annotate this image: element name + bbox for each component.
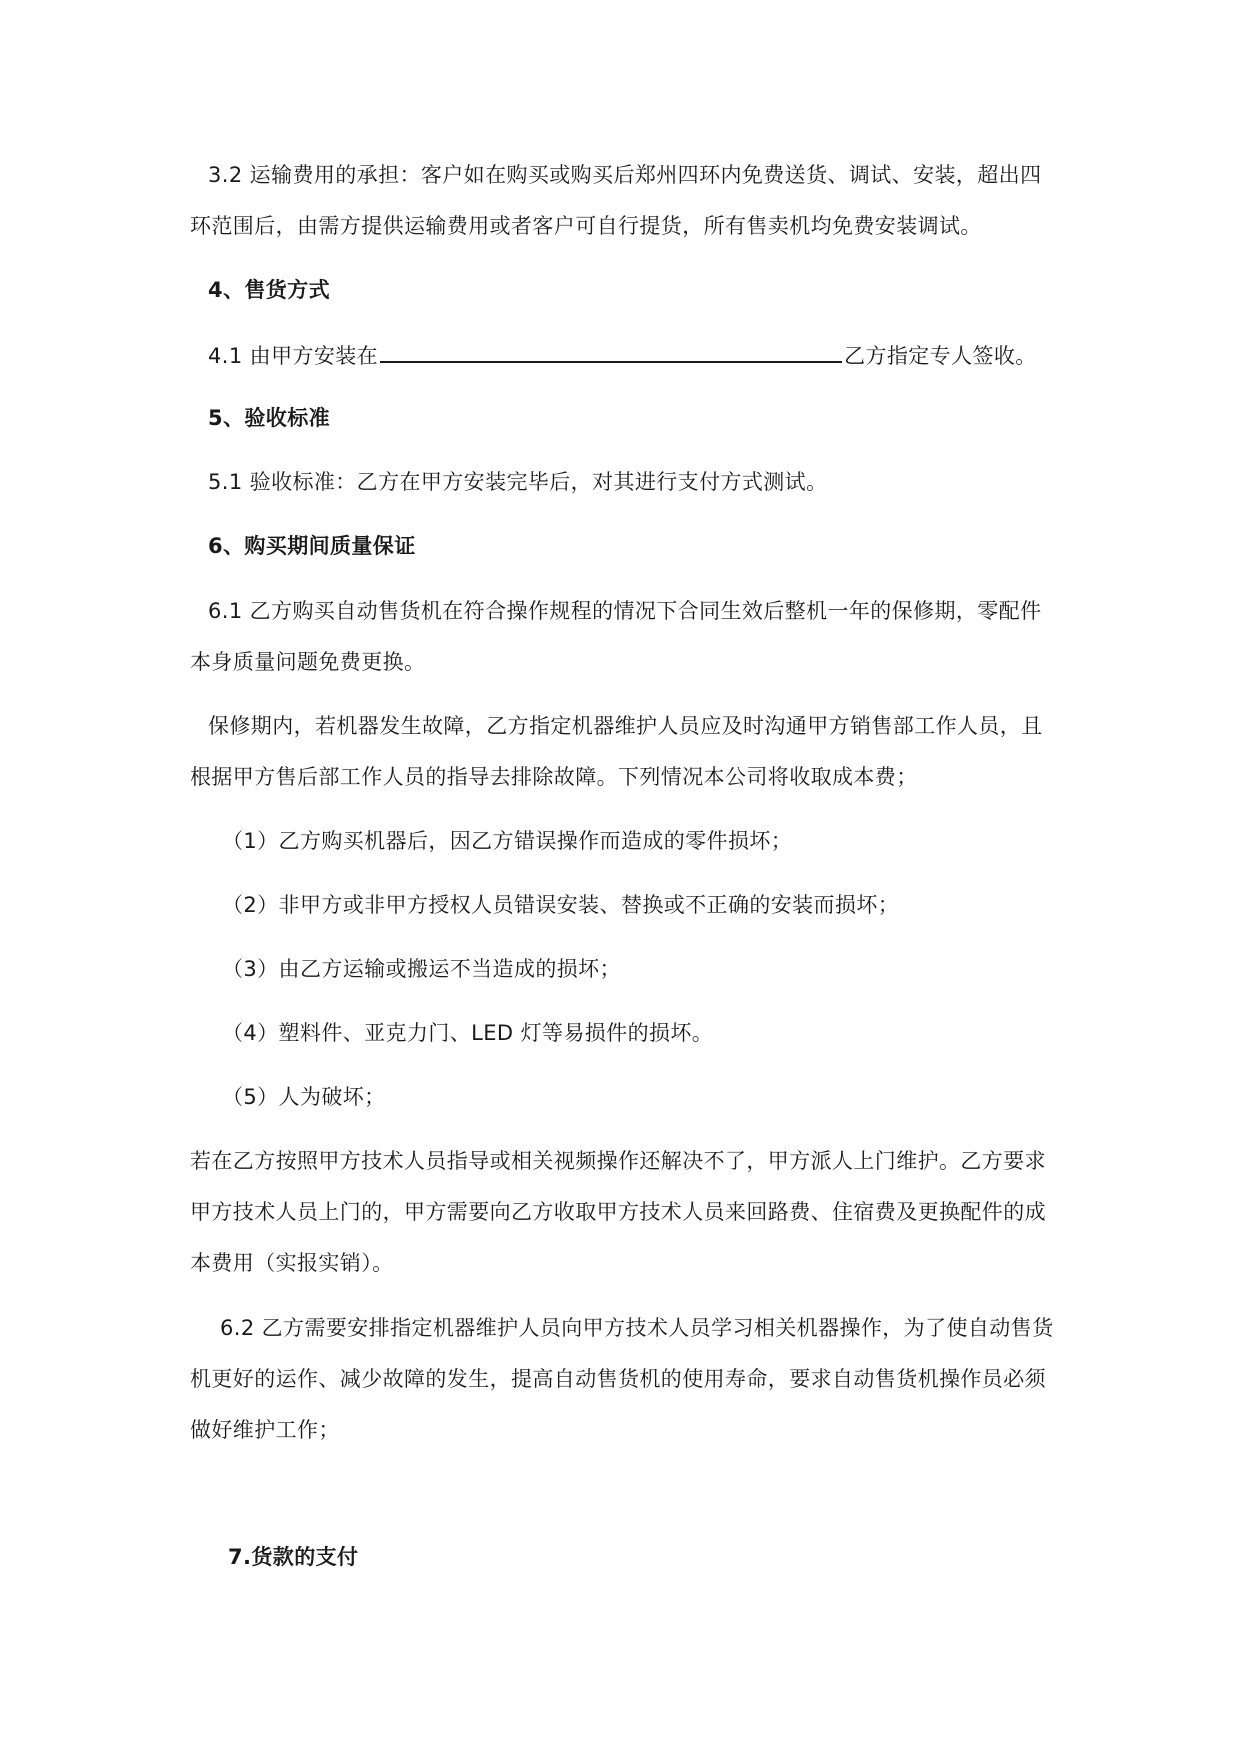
heading-6: 6、购买期间质量保证 — [208, 534, 416, 558]
section-6-1-line-2: 本身质量问题免费更换。 — [190, 650, 426, 674]
warranty-paragraph-line-1: 保修期内，若机器发生故障，乙方指定机器维护人员应及时沟通甲方销售部工作人员，且 — [208, 714, 1043, 738]
section-6-2-line-3: 做好维护工作； — [190, 1418, 340, 1442]
fill-in-blank-underline[interactable] — [380, 339, 842, 363]
onsite-service-line-2: 甲方技术人员上门的，甲方需要向乙方收取甲方技术人员来回路费、住宿费及更换配件的成 — [190, 1200, 1046, 1224]
list-item: （1）乙方购买机器后，因乙方错误操作而造成的零件损坏； — [222, 829, 793, 853]
section-6-1-line-1: 6.1 乙方购买自动售货机在符合操作规程的情况下合同生效后整机一年的保修期，零配件 — [208, 599, 1042, 623]
section-3-2-line-1: 3.2 运输费用的承担：客户如在购买或购买后郑州四环内免费送货、调试、安装，超出四 — [208, 163, 1042, 187]
list-item: （2）非甲方或非甲方授权人员错误安装、替换或不正确的安装而损坏； — [222, 893, 900, 917]
section-6-2-line-1: 6.2 乙方需要安排指定机器维护人员向甲方技术人员学习相关机器操作，为了使自动售货 — [220, 1316, 1054, 1340]
section-6-2-line-2: 机更好的运作、减少故障的发生，提高自动售货机的使用寿命，要求自动售货机操作员必须 — [190, 1367, 1046, 1391]
list-item: （5）人为破坏； — [222, 1085, 386, 1109]
section-4-1 — [208, 339, 1037, 371]
section-5-1: 5.1 验收标准：乙方在甲方安装完毕后，对其进行支付方式测试。 — [208, 470, 828, 494]
section-4-1-prefix: 4.1 由甲方安装在 — [208, 344, 379, 368]
section-4-1-suffix: 乙方指定专人签收。 — [844, 344, 1037, 368]
list-item: （4）塑料件、亚克力门、LED 灯等易损件的损坏。 — [222, 1021, 714, 1045]
section-3-2-line-2: 环范围后，由需方提供运输费用或者客户可自行提货，所有售卖机均免费安装调试。 — [190, 214, 982, 238]
warranty-paragraph-line-2: 根据甲方售后部工作人员的指导去排除故障。下列情况本公司将收取成本费； — [190, 765, 918, 789]
heading-5: 5、验收标准 — [208, 406, 331, 430]
onsite-service-line-1: 若在乙方按照甲方技术人员指导或相关视频操作还解决不了，甲方派人上门维护。乙方要求 — [190, 1149, 1046, 1173]
heading-7: 7.货款的支付 — [228, 1545, 359, 1569]
heading-4: 4、售货方式 — [208, 278, 331, 302]
onsite-service-line-3: 本费用（实报实销）。 — [190, 1251, 394, 1275]
list-item: （3）由乙方运输或搬运不当造成的损坏； — [222, 957, 621, 981]
